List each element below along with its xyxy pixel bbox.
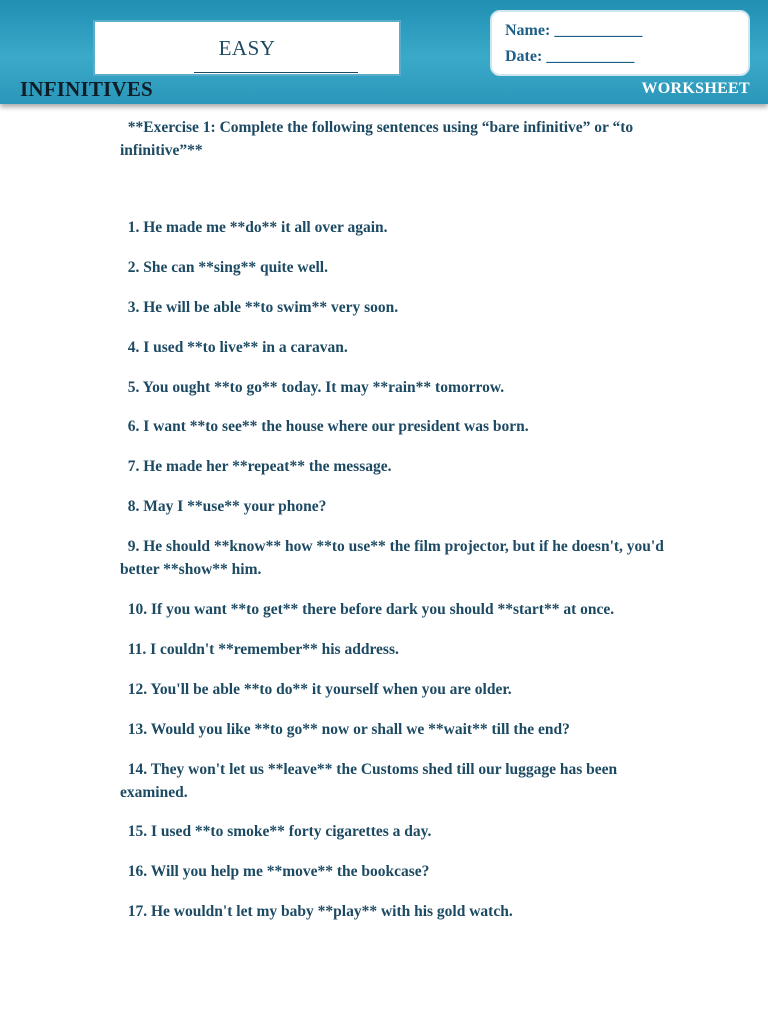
sentence-item: 12. You'll be able **to do** it yourself when you are older. xyxy=(120,680,512,698)
sentence-item: 9. He should **know** how **to use** the film projector, but if he doesn't, you'd better **show** him. xyxy=(120,538,668,579)
sentence-item: 3. He will be able **to swim** very soon. xyxy=(120,298,399,316)
exercise-instructions: **Exercise 1: Complete the following sentences using “bare infinitive” or “to infinitive”** xyxy=(120,119,638,159)
sentence-item: 17. He wouldn't let my baby **play** with his gold watch. xyxy=(120,903,513,921)
worksheet-title: INFINITIVES xyxy=(20,77,153,101)
sentence-item: 6. I want **to see** the house where our president was born. xyxy=(120,418,529,436)
sentence-item: 5. You ought **to go** today. It may **rain** tomorrow. xyxy=(120,378,505,396)
level-underline xyxy=(194,72,358,73)
date-field[interactable]: Date: ___________ xyxy=(505,48,635,65)
sentence-item: 1. He made me **do** it all over again. xyxy=(120,219,388,236)
sentence-item: 10. If you want **to get** there before dark you should **start** at once. xyxy=(120,601,615,619)
header-band xyxy=(0,0,768,104)
level-box xyxy=(93,20,401,76)
sentence-item: 7. He made her **repeat** the message. xyxy=(120,458,392,476)
sentence-item: 13. Would you like **to go** now or shall we **wait** till the end? xyxy=(120,720,570,738)
sentence-item: 8. May I **use** your phone? xyxy=(120,498,327,516)
worksheet-label: WORKSHEET xyxy=(641,80,750,97)
sentence-item: 4. I used **to live** in a caravan. xyxy=(120,338,348,356)
sentence-list xyxy=(120,216,680,923)
sentence-item: 11. I couldn't **remember** his address. xyxy=(120,640,399,658)
level-label: EASY xyxy=(218,36,276,60)
exercise-content xyxy=(120,116,680,940)
sentence-item: 14. They won't let us **leave** the Customs shed till our luggage has been examined. xyxy=(120,760,622,801)
sentence-item: 2. She can **sing** quite well. xyxy=(120,258,328,276)
sentence-item: 16. Will you help me **move** the bookcase? xyxy=(120,863,430,881)
name-date-box xyxy=(490,10,750,76)
sentence-item: 15. I used **to smoke** forty cigarettes a day. xyxy=(120,823,432,841)
name-field[interactable]: Name: ___________ xyxy=(505,22,643,39)
